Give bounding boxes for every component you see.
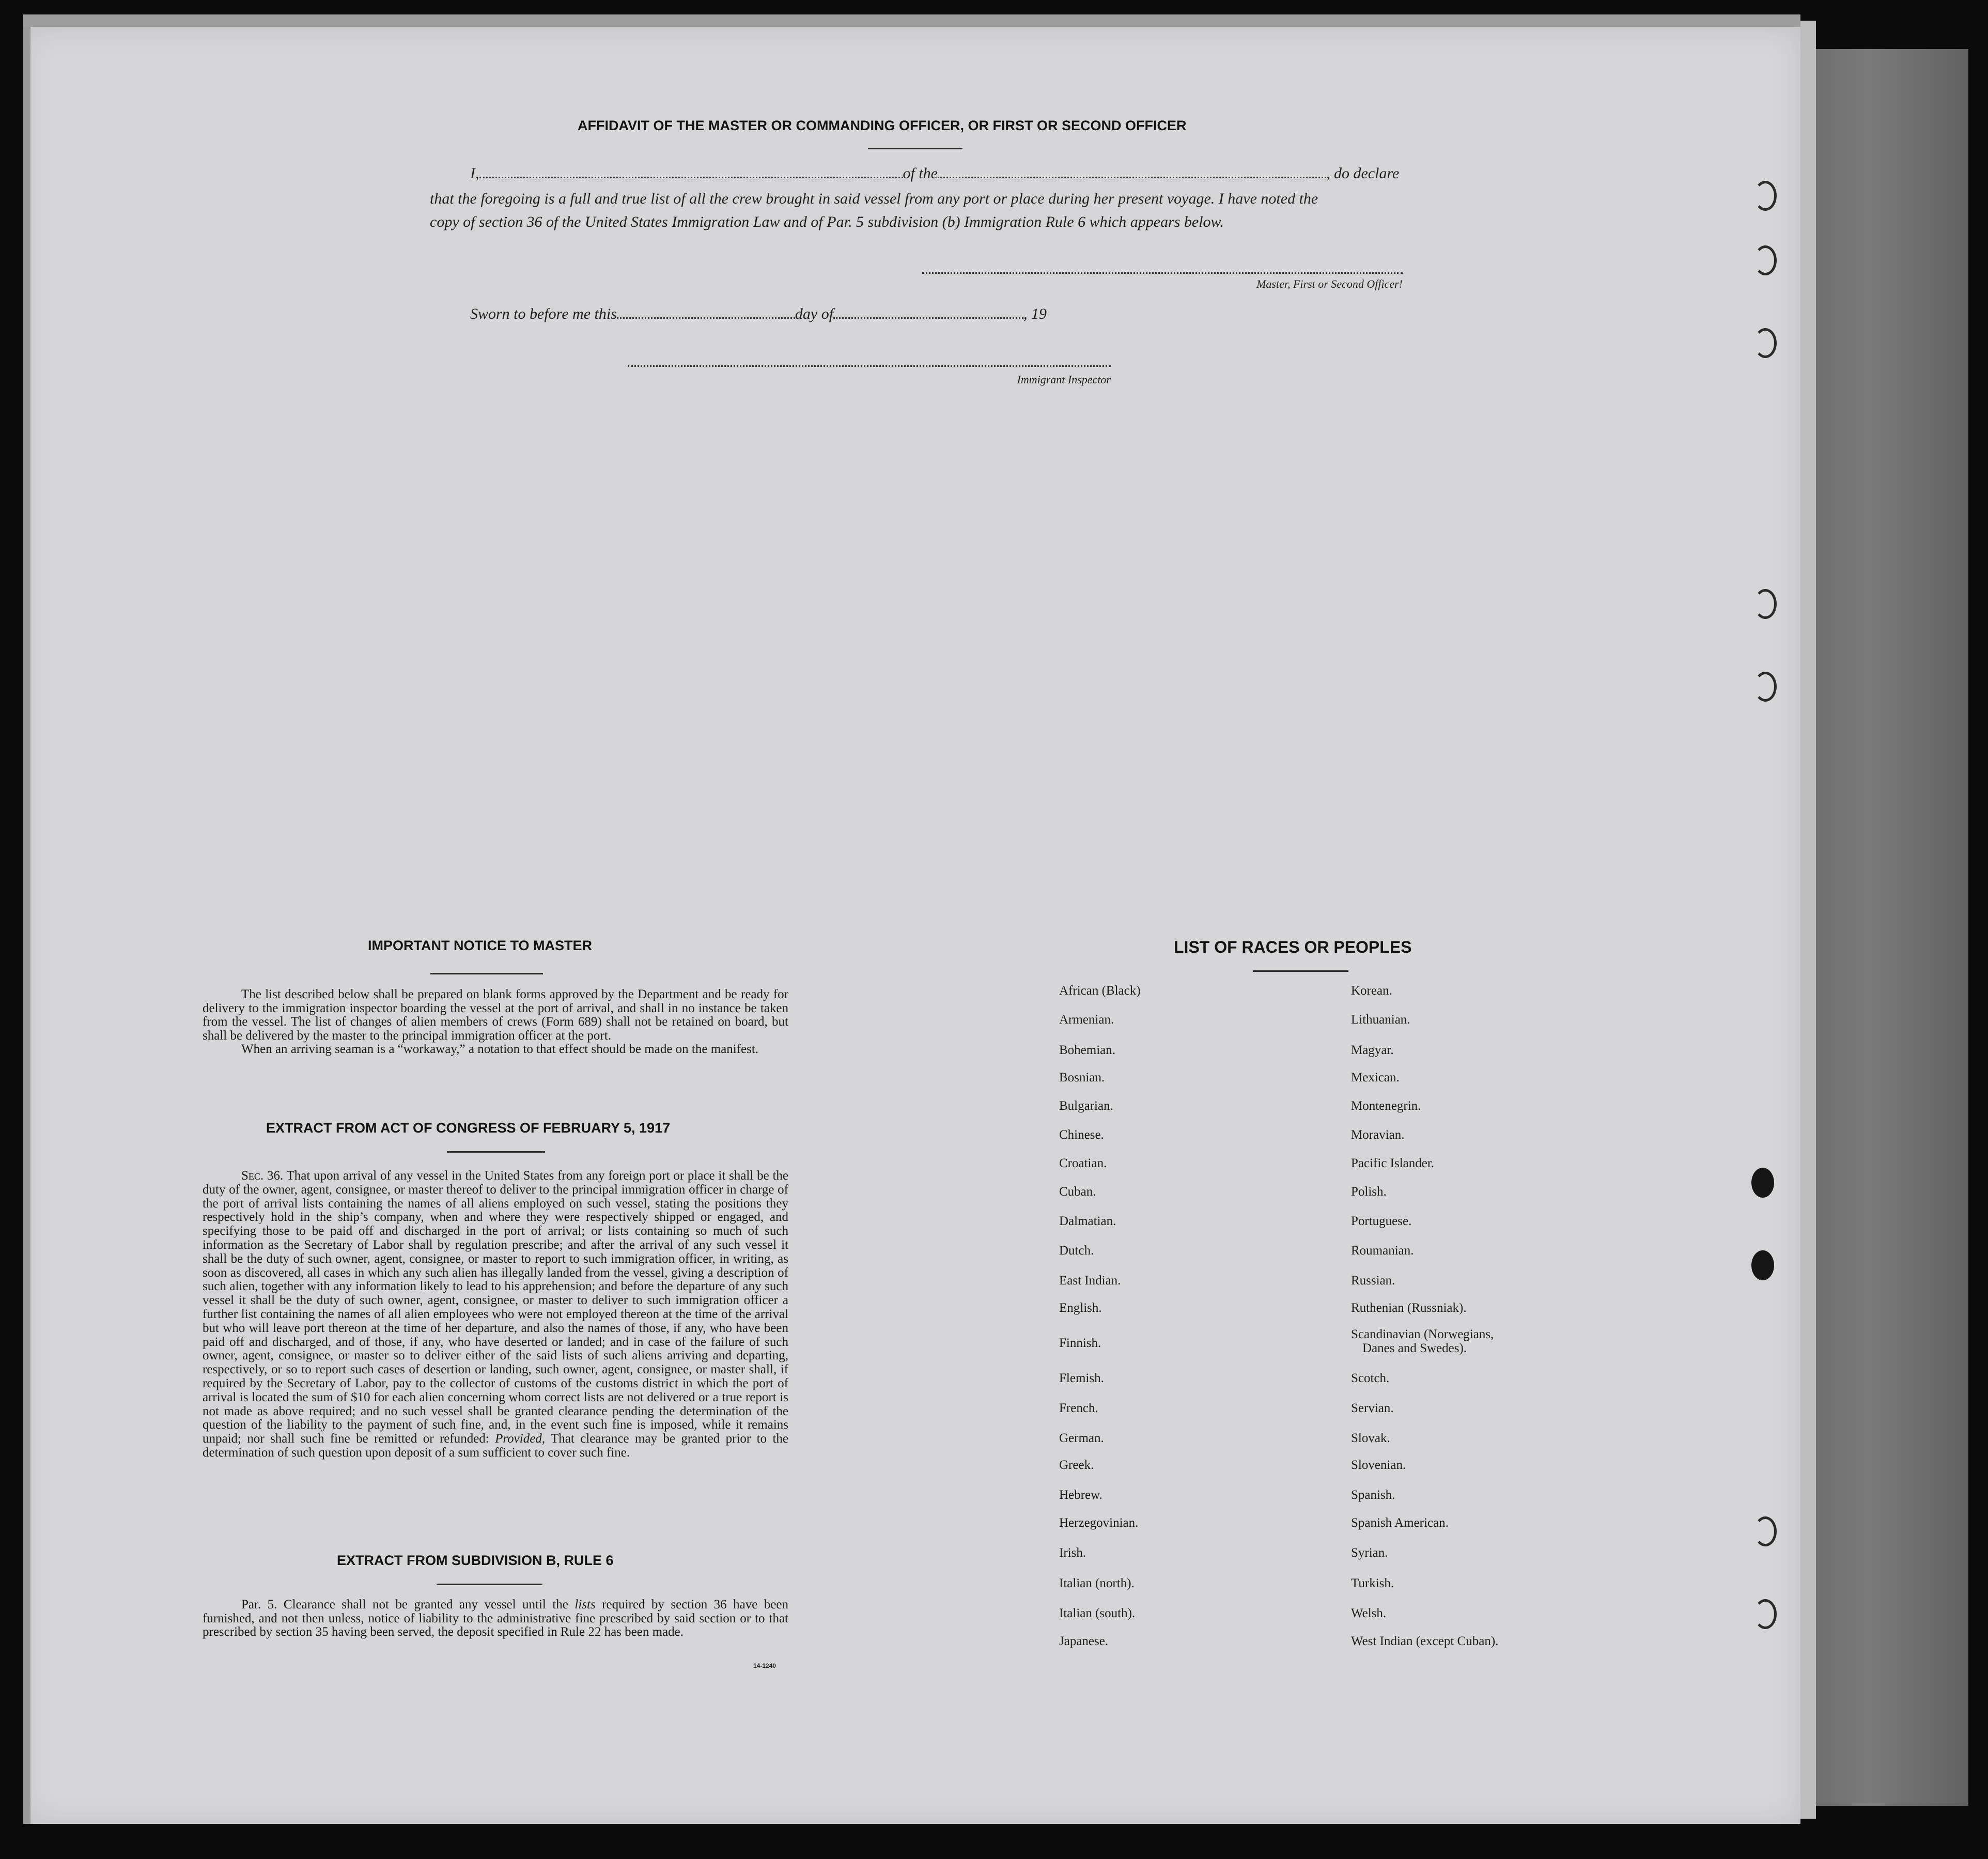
race-entry: Spanish. <box>1351 1488 1395 1502</box>
race-entry: Japanese. <box>1059 1634 1109 1648</box>
race-entry: Slovak. <box>1351 1431 1390 1445</box>
punch-hole <box>1754 589 1777 619</box>
punch-hole <box>1754 181 1777 211</box>
race-entry: Greek. <box>1059 1458 1094 1472</box>
race-entry: Dutch. <box>1059 1244 1094 1258</box>
punch-hole <box>1754 1599 1777 1629</box>
race-entry: Hebrew. <box>1059 1488 1102 1502</box>
inspector-signature-label: Immigrant Inspector <box>1017 373 1111 386</box>
sworn-month-field[interactable] <box>833 304 1023 319</box>
race-entry: Armenian. <box>1059 1013 1114 1027</box>
race-entry: Italian (north). <box>1059 1576 1135 1590</box>
punch-hole <box>1751 1168 1774 1198</box>
race-entry: French. <box>1059 1401 1098 1415</box>
race-entry: Ruthenian (Russniak). <box>1351 1301 1467 1315</box>
punch-hole <box>1754 672 1777 702</box>
form-number: 14-1240 <box>753 1662 776 1669</box>
race-entry: Roumanian. <box>1351 1244 1414 1258</box>
affidavit-do-declare: , do declare <box>1326 165 1400 182</box>
rule-extract-title: EXTRACT FROM SUBDIVISION B, RULE 6 <box>337 1553 614 1568</box>
race-entry: Lithuanian. <box>1351 1013 1410 1027</box>
sworn-line <box>470 304 1047 323</box>
inspector-signature-line[interactable] <box>628 365 1111 367</box>
race-entry: Cuban. <box>1059 1185 1096 1199</box>
rule-extract-title-rule <box>437 1584 542 1585</box>
affidavit-line-1 <box>470 163 1399 182</box>
rule-extract-body <box>203 1598 788 1639</box>
race-entry: Chinese. <box>1059 1128 1104 1142</box>
race-entry: Russian. <box>1351 1274 1395 1288</box>
section-label: Sec. <box>241 1169 264 1183</box>
notice-title-rule <box>430 973 543 974</box>
race-entry: Portuguese. <box>1351 1214 1412 1228</box>
race-entry: Scandinavian (Norwegians, <box>1351 1327 1494 1341</box>
underlying-sheet <box>1803 49 1968 1806</box>
race-entry: Bohemian. <box>1059 1043 1116 1057</box>
act-extract-title-rule <box>447 1151 545 1153</box>
notice-paragraph-1: The list described below shall be prepared on blank forms approved by the Department and be ready for delivery to the immigration inspector boarding the vessel at the port of arrival, and shall in no instance be taken from the vessel. The list of changes of alien members of crews (Form 689) shall not be retained on board, but shall be delivered by the master to the principal immigration officer at the port. <box>203 987 788 1043</box>
race-entry: English. <box>1059 1301 1102 1315</box>
sworn-day-field[interactable] <box>617 304 795 319</box>
sworn-day-of: day of <box>795 305 834 322</box>
vessel-name-field[interactable] <box>938 163 1326 178</box>
race-entry: Magyar. <box>1351 1043 1394 1057</box>
race-entry: Scotch. <box>1351 1371 1390 1385</box>
races-title: LIST OF RACES OR PEOPLES <box>1174 938 1412 956</box>
lists-word: lists <box>574 1598 596 1612</box>
page-left-edge <box>23 27 30 1824</box>
rule-text-end: required by section 36 have been furnished, and not then unless, notice of liability to the administrative fine prescribed by said section or to that prescribed by section 35 having been served, the deposit specified in Rule 22 has been made. <box>203 1598 789 1639</box>
act-extract-body <box>203 1169 788 1460</box>
affidavit-title: AFFIDAVIT OF THE MASTER OR COMMANDING OFFICER, OR FIRST OR SECOND OFFICER <box>578 118 1187 133</box>
race-entry: Finnish. <box>1059 1336 1101 1350</box>
race-entry: Montenegrin. <box>1351 1099 1421 1113</box>
punch-hole <box>1754 328 1777 358</box>
affidavit-title-rule <box>868 148 962 149</box>
notice-title: IMPORTANT NOTICE TO MASTER <box>368 938 592 953</box>
race-entry: Danes and Swedes). <box>1362 1341 1467 1355</box>
race-entry: Mexican. <box>1351 1071 1400 1085</box>
race-entry: Pacific Islander. <box>1351 1156 1435 1170</box>
race-entry: African (Black) <box>1059 984 1141 998</box>
race-entry: Polish. <box>1351 1185 1387 1199</box>
affidavit-line-3: copy of section 36 of the United States Immigration Law and of Par. 5 subdivision (b) Immigration Rule 6 which appears below. <box>430 213 1224 230</box>
race-entry: Irish. <box>1059 1546 1086 1560</box>
affidavit-line-2: that the foregoing is a full and true list of all the crew brought in said vessel from any port or place during her present voyage. I have noted the <box>430 190 1318 207</box>
punch-hole <box>1754 245 1777 275</box>
provided-word: Provided, <box>495 1432 546 1446</box>
race-entry: East Indian. <box>1059 1274 1121 1288</box>
sworn-year: , 19 <box>1023 305 1047 322</box>
race-entry: Welsh. <box>1351 1606 1387 1620</box>
notice-paragraph-2: When an arriving seaman is a “workaway,” a notation to that effect should be made on the manifest. <box>241 1042 759 1057</box>
affidavit-i: I, <box>470 165 479 182</box>
race-entry: German. <box>1059 1431 1104 1445</box>
race-entry: Spanish American. <box>1351 1516 1449 1530</box>
race-entry: Slovenian. <box>1351 1458 1406 1472</box>
sworn-text: Sworn to before me this <box>470 305 617 322</box>
race-entry: Korean. <box>1351 984 1392 998</box>
race-entry: Dalmatian. <box>1059 1214 1116 1228</box>
race-entry: Servian. <box>1351 1401 1394 1415</box>
punch-hole <box>1751 1250 1774 1280</box>
race-entry: Moravian. <box>1351 1128 1405 1142</box>
master-signature-label: Master, First or Second Officer! <box>1256 277 1403 290</box>
act-extract-title: EXTRACT FROM ACT OF CONGRESS OF FEBRUARY 5, 1917 <box>266 1120 671 1136</box>
race-entry: Italian (south). <box>1059 1606 1136 1620</box>
declarant-name-field[interactable] <box>479 163 903 178</box>
race-entry: West Indian (except Cuban). <box>1351 1634 1499 1648</box>
race-entry: Flemish. <box>1059 1371 1104 1385</box>
section-36-text: 36. That upon arrival of any vessel in the United States from any foreign port or place it shall be the duty of the owner, agent, consignee, or master thereof to deliver to the principal immigration officer in charge of the port of arrival lists containing the names of all aliens employed on such vessel, stating the positions they respectively hold in the ship’s company, when and where they were respectively shipped or engaged, and specifying those to be paid off and discharged in the port of arrival; or lists containing so much of such information as the Secretary of Labor shall by regulation prescribe; and after the arrival of any such vessel it shall be the duty of such owner, agent, consignee, or master to report to such immigration officer, in writing, as soon as discovered, all cases in which any such alien has illegally landed from the vessel, giving a description of such alien, together with any information likely to lead to his apprehension; and before the departure of any such vessel it shall be the duty of such owner, agent, consignee, or master to deliver to such immigration officer a further list containing the names of all alien employees who were not employed thereon at the time of the arrival but who will leave port thereon at the time of her departure, and also the names of those, if any, who have been paid off and discharged, and of those, if any, who have deserted or landed; and in case of the failure of such owner, agent, consignee, or master so to deliver either of the said lists of such aliens arriving and departing, respectively, or so to report such cases of desertion or landing, such owner, agent, consignee, or master shall, if required by the Secretary of Labor, pay to the collector of customs of the customs district in which the port of arrival is located the sum of $10 for each alien concerning whom correct lists are not delivered or a true report is not made as above required; and no such vessel shall be granted clearance pending the determination of the question of the liability to the payment of such fine, and, in the event such fine is imposed, while it remains unpaid; nor shall such fine be remitted or refunded: <box>203 1169 789 1446</box>
race-entry: Herzegovinian. <box>1059 1516 1139 1530</box>
races-title-rule <box>1253 970 1348 972</box>
section-36-text-end: That clearance may be granted prior to the determination of such question upon deposit of a sum sufficient to cover such fine. <box>203 1432 788 1460</box>
rule-text-start: Par. 5. Clearance shall not be granted any vessel until the <box>241 1598 568 1612</box>
notice-body <box>203 988 788 1057</box>
master-signature-line[interactable] <box>922 272 1403 274</box>
affidavit-of-the: of the <box>903 165 938 182</box>
punch-hole <box>1754 1516 1777 1546</box>
form-page <box>23 27 1800 1824</box>
race-entry: Bosnian. <box>1059 1071 1105 1085</box>
race-entry: Turkish. <box>1351 1576 1394 1590</box>
race-entry: Bulgarian. <box>1059 1099 1113 1113</box>
race-entry: Croatian. <box>1059 1156 1107 1170</box>
race-entry: Syrian. <box>1351 1546 1388 1560</box>
